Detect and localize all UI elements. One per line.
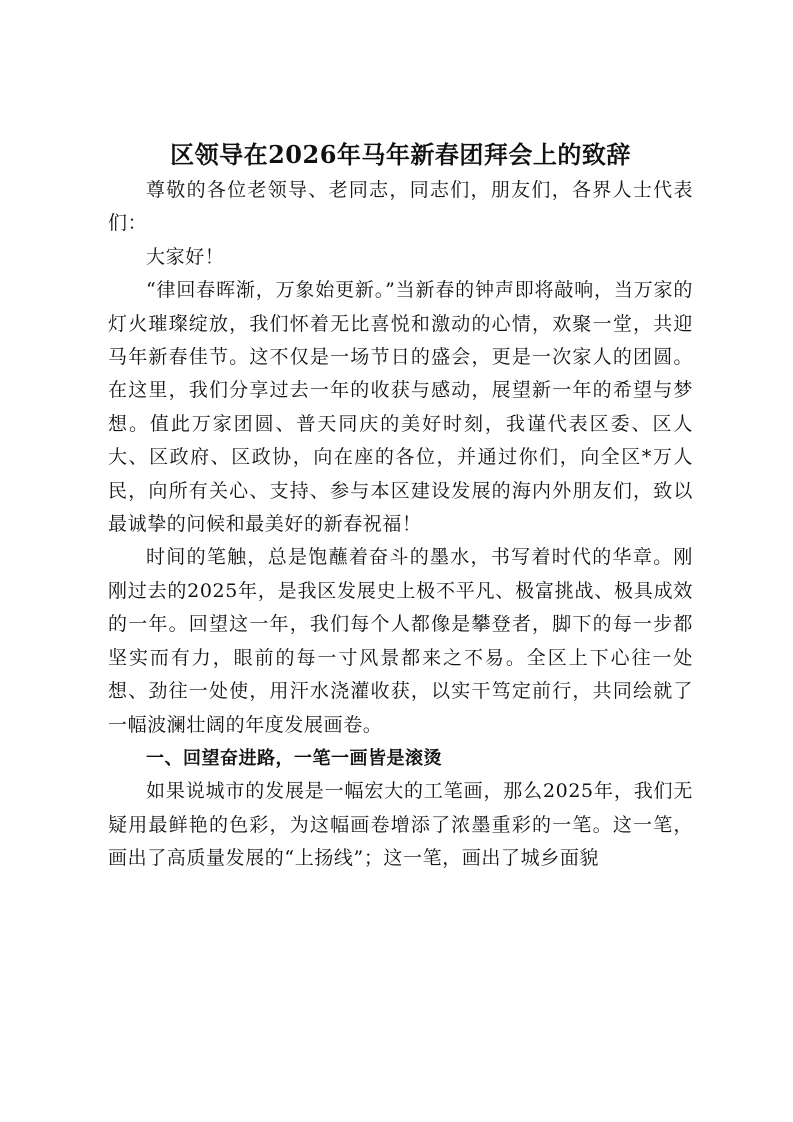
salutation-paragraph: 尊敬的各位老领导、老同志，同志们，朋友们，各界人士代表们：	[108, 179, 693, 235]
body-paragraph-opening: “律回春晖渐，万象始更新。”当新春的钟声即将敲响，当万家的灯火璀璨绽放，我们怀着无比喜悦和激动的心情，欢聚一堂，共迎马年新春佳节。这不仅是一场节日的盛会，更是一次家人的团圆。在这里，我们分享过去一年的收获与感动，展望新一年的希望与梦想。值此万家团圆、普天同庆的美好时刻，我谨代表区委、区人大、区政府、区政协，向在座的各位，并通过你们，向全区*万人民，向所有关心、支持、参与本区建设发展的海内外朋友们，致以最诚挚的问候和最美好的新春祝福！	[108, 279, 693, 536]
document-title: 区领导在2026年马年新春团拜会上的致辞	[170, 140, 631, 169]
section-heading: 一、回望奋进路，一笔一画皆是滚烫	[146, 747, 442, 769]
document-body	[108, 136, 693, 876]
greeting-paragraph: 大家好！	[146, 245, 225, 268]
body-paragraph-review: 时间的笔触，总是饱蘸着奋斗的墨水，书写着时代的华章。刚刚过去的2025年，是我区发展史上极不平凡、极富挑战、极具成效的一年。回望这一年，我们每个人都像是攀登者，脚下的每一步都坚实而有力，眼前的每一寸风景都来之不易。全区上下心往一处想、劲往一处使，用汗水浇灌收获，以实干笃定前行，共同绘就了一幅波澜壮阔的年度发展画卷。	[108, 546, 693, 736]
body-paragraph-section-one: 如果说城市的发展是一幅宏大的工笔画，那么2025年，我们无疑用最鲜艳的色彩，为这幅画卷增添了浓墨重彩的一笔。这一笔，画出了高质量发展的“上扬线”；这一笔，画出了城乡面貌	[108, 780, 693, 870]
